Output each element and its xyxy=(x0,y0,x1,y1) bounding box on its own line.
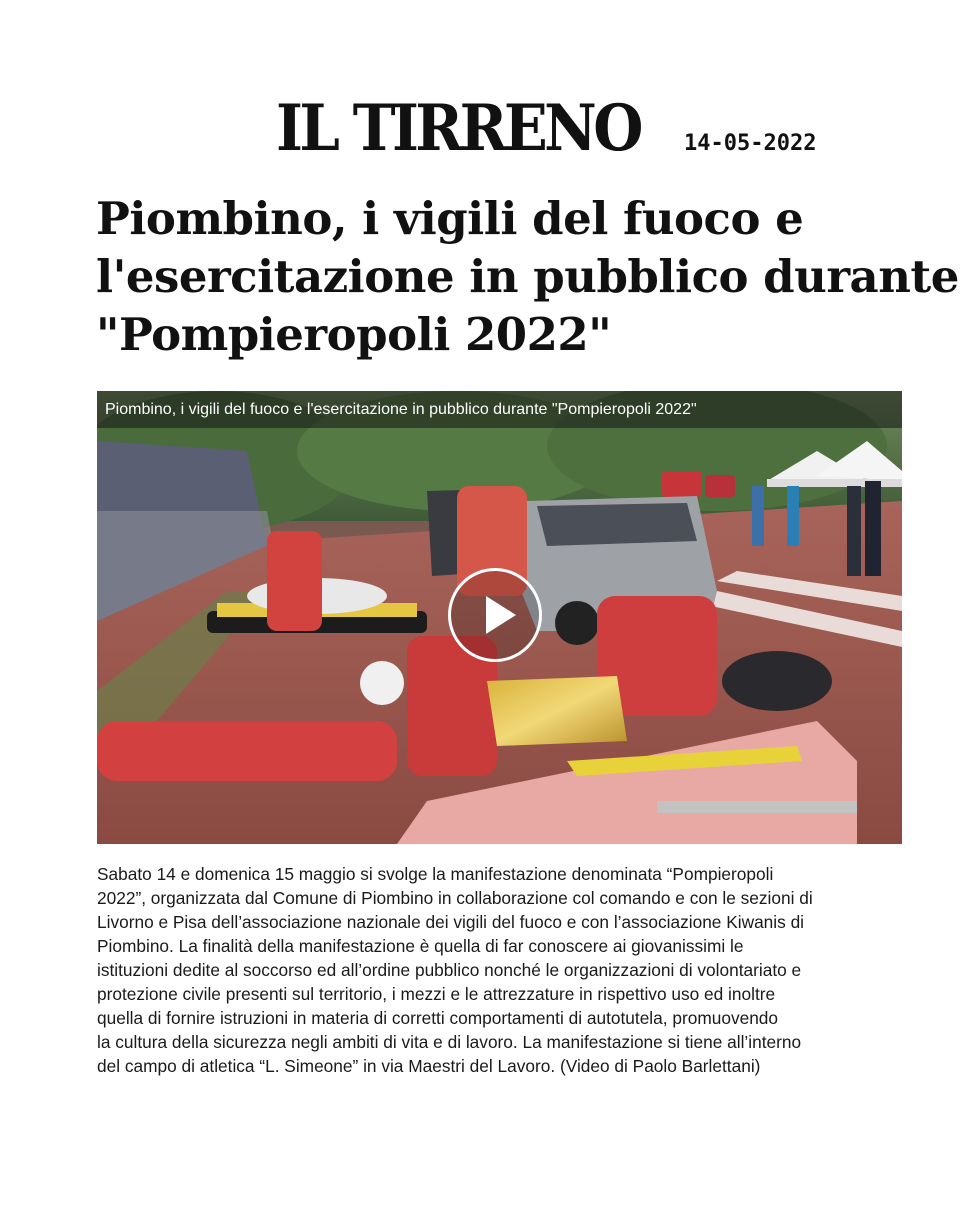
body-line: protezione civile presenti sul territorio, i mezzi e le attrezzature in rispettivo uso ed inoltre xyxy=(97,984,776,1004)
article-body xyxy=(97,862,917,1078)
body-line: quella di fornire istruzioni in materia di corretti comportamenti di autotutela, promuovendo xyxy=(97,1008,779,1028)
headline-line: l'esercitazione in pubblico durante xyxy=(96,250,959,303)
newspaper-logo: IL TIRRENO xyxy=(276,91,640,166)
body-line: Piombino. La finalità della manifestazione è quella di far conoscere ai giovanissimi le xyxy=(97,936,744,956)
play-icon xyxy=(486,596,516,634)
publication-date: 14-05-2022 xyxy=(684,131,817,156)
body-line: la cultura della sicurezza negli ambiti di vita e di lavoro. La manifestazione si tiene all’interno xyxy=(97,1032,802,1052)
body-line: 2022”, organizzata dal Comune di Piombino in collaborazione col comando e con le sezioni di xyxy=(97,888,813,908)
headline-line: "Pompieropoli 2022" xyxy=(96,308,612,361)
body-line: istituzioni dedite al soccorso ed all’ordine pubblico nonché le organizzazioni di volontariato e xyxy=(97,960,802,980)
body-line: Livorno e Pisa dell’associazione nazionale dei vigili del fuoco e con l’associazione Kiwanis di xyxy=(97,912,805,932)
body-line: del campo di atletica “L. Simeone” in via Maestri del Lavoro. (Video di Paolo Barlettani) xyxy=(97,1056,761,1076)
headline-line: Piombino, i vigili del fuoco e xyxy=(96,192,804,245)
article-headline xyxy=(96,190,959,364)
video-player[interactable] xyxy=(97,391,902,844)
play-button[interactable] xyxy=(448,568,542,662)
body-line: Sabato 14 e domenica 15 maggio si svolge la manifestazione denominata “Pompieropoli xyxy=(97,864,774,884)
video-title: Piombino, i vigili del fuoco e l'esercitazione in pubblico durante "Pompieropoli 2022" xyxy=(97,391,902,428)
